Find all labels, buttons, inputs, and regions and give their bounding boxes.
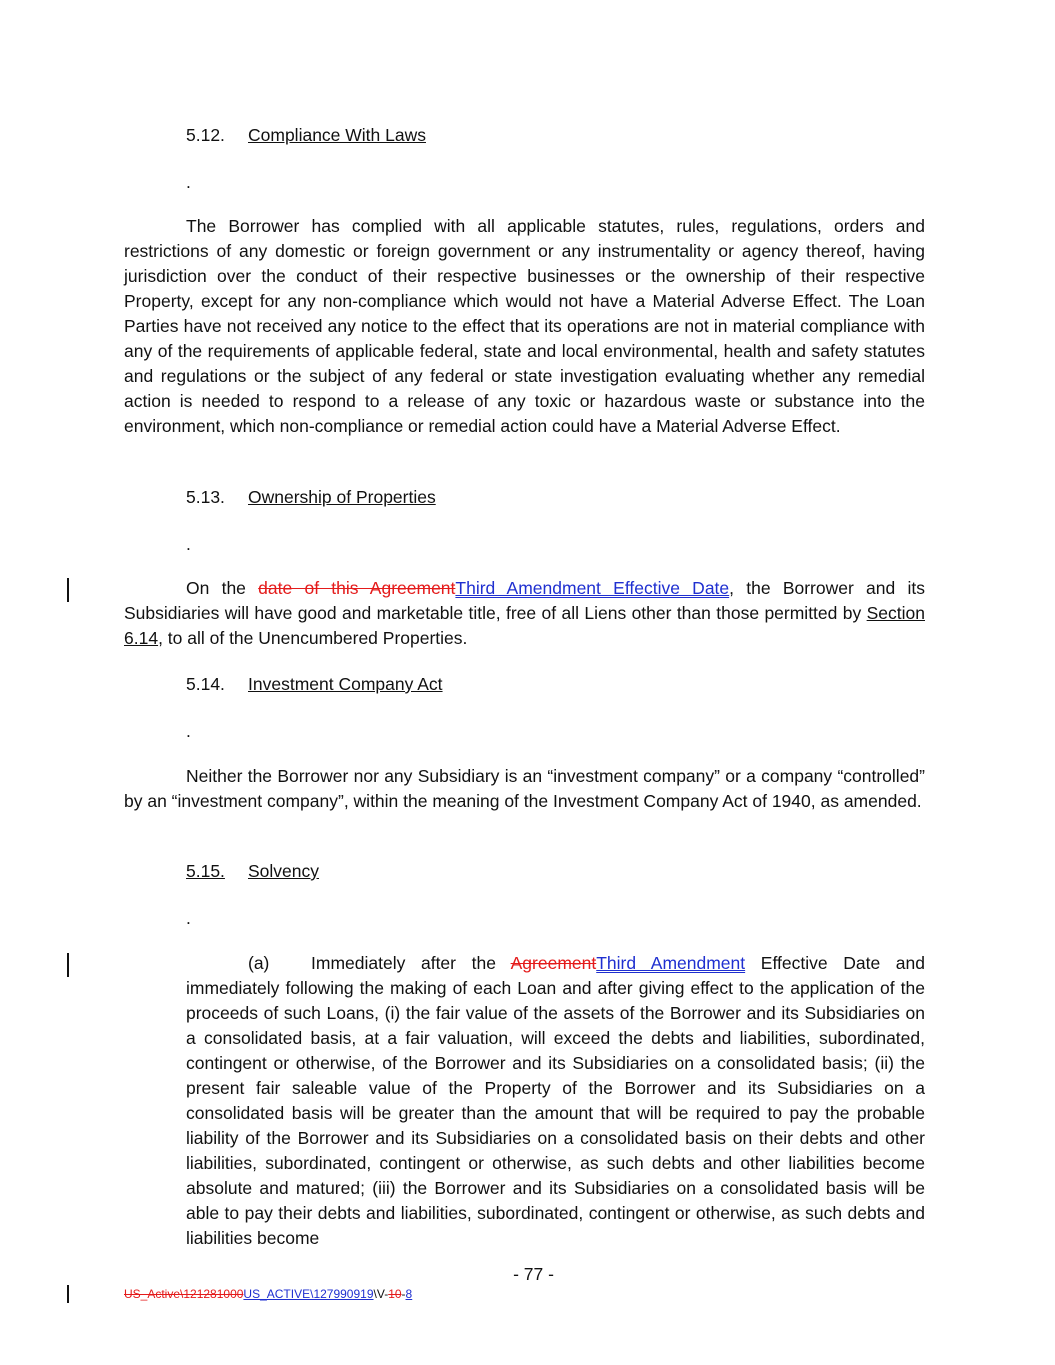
- page-number: - 77 -: [513, 1264, 554, 1284]
- deleted-text: Agreement: [510, 953, 597, 973]
- document-footer: [124, 1286, 412, 1302]
- section-body-5-12: The Borrower has complied with all applicable statutes, rules, regulations, orders and restrictions of any domestic or foreign government or any instrumentality or agency thereof, having jurisdiction over the conduct of their respective businesses or the ownership of their respective Property, except for any non-compliance which would not have a Material Adverse Effect. The Loan Parties have not received any notice to the effect that its operations are not in material compliance with any of the requirements of applicable federal, state and local environmental, health and safety statutes and regulations or the subject of any federal or state investigation evaluating whether any remedial action is needed to respond to a release of any toxic or hazardous waste or substance into the environment, which non-compliance or remedial action could have a Material Adverse Effect.: [124, 216, 925, 436]
- section-reference: Section 6.14: [124, 603, 925, 648]
- section-title: Investment Company Act: [248, 674, 443, 694]
- body-text: , the Borrower and its Subsidiaries will have good and marketable title, free of all Liens other than those permitted by: [124, 578, 925, 623]
- change-bar: [67, 578, 69, 602]
- footer-deleted-version: 10: [388, 1287, 402, 1301]
- section-heading-5-12: [186, 123, 426, 148]
- section-dot: .: [186, 721, 191, 741]
- paragraph-label: (a): [248, 953, 270, 973]
- section-number: 5.12.: [186, 125, 225, 145]
- footer-deleted-id: US_Active\121281000: [124, 1287, 244, 1301]
- inserted-text: Third Amendment Effective Date: [455, 578, 730, 598]
- section-number: 5.14.: [186, 674, 225, 694]
- body-text: , to all of the Unencumbered Properties.: [158, 628, 468, 648]
- section-dot: .: [186, 908, 191, 928]
- section-number: 5.15.: [186, 861, 225, 881]
- deleted-text: date of this Agreement: [258, 578, 456, 598]
- footer-dash: -: [401, 1287, 406, 1301]
- section-body-5-14: Neither the Borrower nor any Subsidiary is an “investment company” or a company “controlled” by an “investment company”, within the meaning of the Investment Company Act of 1940, as amended.: [124, 766, 925, 811]
- section-body-5-15: [186, 951, 925, 1251]
- section-title: Solvency: [248, 861, 320, 881]
- section-dot: .: [186, 172, 191, 192]
- body-text: Immediately after the: [311, 953, 511, 973]
- section-title: Compliance With Laws: [248, 125, 426, 145]
- section-number: 5.13.: [186, 487, 225, 507]
- section-heading-5-15: [186, 859, 319, 884]
- section-heading-5-14: [186, 672, 443, 697]
- footer-separator: \V-: [373, 1287, 389, 1301]
- section-title: Ownership of Properties: [248, 487, 436, 507]
- section-heading-5-13: [186, 485, 436, 510]
- section-dot: .: [186, 534, 191, 554]
- section-body-5-13: [124, 576, 925, 651]
- footer-inserted-version: 8: [405, 1287, 413, 1301]
- inserted-text: Third Amendment: [596, 953, 746, 973]
- footer-inserted-id: US_ACTIVE\127990919: [243, 1287, 374, 1301]
- body-text: On the: [186, 578, 259, 598]
- change-bar: [67, 1285, 69, 1303]
- body-text: Effective Date and immediately following the making of each Loan and after giving effect to the application of the proceeds of such Loans, (i) the fair value of the assets of the Borrower and its Subsidiaries on a consolidated basis, at a fair valuation, will exceed the debts and liabilities, subordinated, contingent or otherwise, of the Borrower and its Subsidiaries on a consolidated basis; (ii) the present fair saleable value of the Property of the Borrower and its Subsidiaries on a consolidated basis will be greater than the amount that will be required to pay the probable liability of the Borrower and its Subsidiaries on a consolidated basis on their debts and other liabilities, subordinated, contingent or otherwise, as such debts and other liabilities become absolute and matured; (iii) the Borrower and its Subsidiaries on a consolidated basis will be able to pay their debts and liabilities, subordinated, contingent or otherwise, as such debts and liabilities become: [186, 953, 926, 1248]
- change-bar: [67, 953, 69, 977]
